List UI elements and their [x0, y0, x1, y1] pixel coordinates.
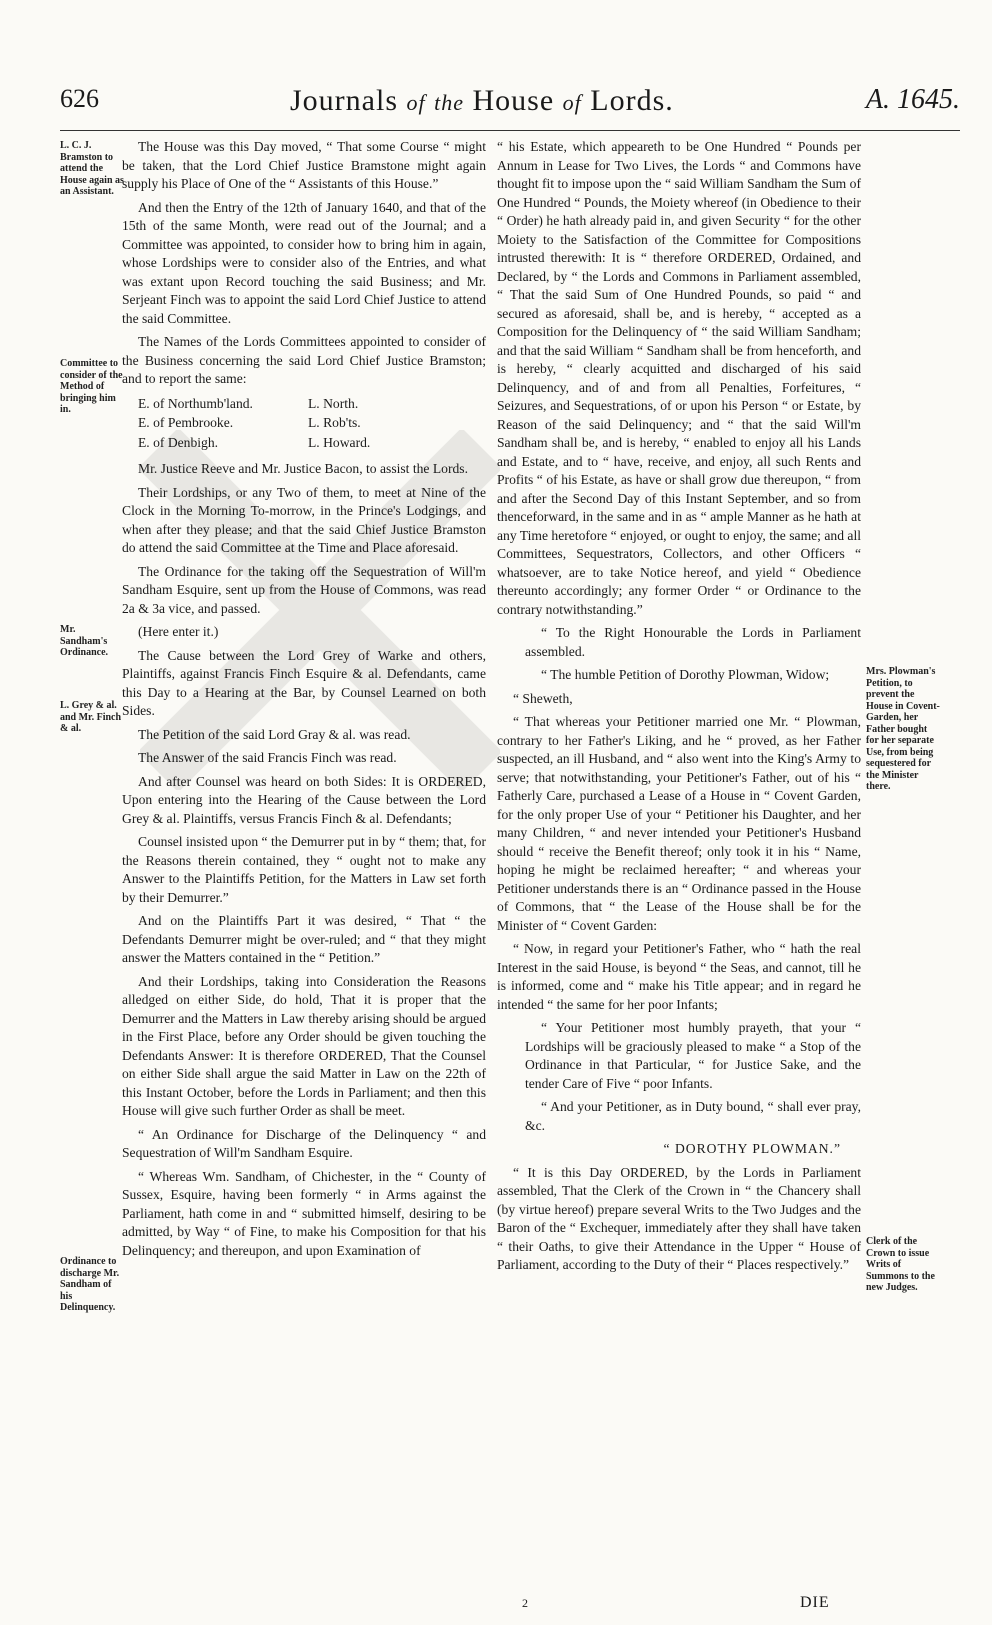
paragraph: Counsel insisted upon “ the Demurrer put in by “ them; that, for the Reasons therein contained, they “ ought not to make any Answer to the Plaintiffs Petition, for the Matters in Law set forth by their Demurrer.”	[122, 834, 486, 905]
header-rule	[60, 130, 960, 131]
paragraph: The Names of the Lords Committees appointed to consider of the Business concerning the said Lord Chief Justice Bramston; and to report the same:	[122, 334, 486, 386]
paragraph: “ Your Petitioner most humbly prayeth, that your “ Lordships will be graciously pleased to make “ a Stop of the Ordinance in that Particular, “ for Justice Sake, and the tender Care of Five “ poor Infants.	[525, 1020, 861, 1091]
left-column	[122, 138, 486, 1265]
margin-note-bramston: L. C. J. Bramston to attend the House again as an Assistant.	[60, 140, 124, 197]
paragraph: And their Lordships, taking into Consideration the Reasons alledged on either Side, do hold, That it is proper that the Demurrer and the Matters in Law thereby arising should be argued in the First Place, before any Order should be given touching the Defendants Answer: It is therefore ORDERED, That the Counsel on either Side shall argue the said Matter in Law on the 22th of this Instant October, before the Lords in Parliament; and then this House will give such further Order as shall be meet.	[122, 973, 486, 1118]
running-title	[290, 84, 674, 118]
right-column	[497, 138, 861, 1280]
margin-note-ordinance: Ordinance to discharge Mr. Sandham of his Delinquency.	[60, 1256, 120, 1313]
margin-note-clerk: Clerk of the Crown to issue Writs of Summons to the new Judges.	[866, 1236, 935, 1293]
paragraph: The Answer of the said Francis Finch was read.	[138, 750, 397, 765]
paragraph: “ The humble Petition of Dorothy Plowman, Widow;	[541, 667, 830, 682]
paragraph: “ And your Petitioner, as in Duty bound, “ shall ever pray, &c.	[525, 1099, 861, 1133]
paragraph: Mr. Justice Reeve and Mr. Justice Bacon, to assist the Lords.	[138, 461, 468, 476]
paragraph: Their Lordships, or any Two of them, to meet at Nine of the Clock in the Morning To-morrow, in the Prince's Lodgings, and when after they please; and that the said Chief Justice Bramston do attend the said Committee at the Time and Place aforesaid.	[122, 484, 486, 555]
paragraph: “ Sheweth,	[513, 690, 573, 706]
paragraph: “ It is this Day ORDERED, by the Lords in Parliament assembled, That the Clerk of the Crown in “ the Chancery shall (by virtue hereof) prepare several Writs to the Two Judges and the Baron of the “ Exchequer, immediately after they shall have taken “ their Oaths, to give their Attendance in the Upper “ House of Parliament, according to the Duty of their “ Places respectively.”	[497, 1164, 861, 1272]
petition-signature: “ DOROTHY PLOWMAN.”	[663, 1141, 841, 1156]
committee-name: L. Rob'ts.	[308, 415, 361, 430]
paragraph: “ his Estate, which appeareth to be One Hundred “ Pounds per Annum in Lease for Two Lives, the Lords “ and Commons have thought fit to impose upon the “ said William Sandham the Sum of One Hundred “ Pounds, the Moiety whereof (in Obedience to their “ Order) he hath already paid in, and given Security “ for the other Moiety to the Satisfaction of the Committee for Compositions intrusted therewith: It is “ therefore ORDERED, Ordained, and Declared, by “ the Lords and Commons in Parliament assembled, “ That the said Sum of One Hundred Pounds, so paid “ and secured as aforesaid, shall be, and is hereby, “ accepted as a Composition for the Delinquency of “ the said William Sandham; and that the said William “ Sandham shall be from henceforth, and is hereby, “ clearly acquitted and discharged of his said Delinquency, and of and from all Penalties, Forfeitures, “ Seizures, and Sequestrations, of or upon his Person “ or Estate, by Reason of the said Delinquency; and “ that the said Will'm Sandham shall be, and is hereby, “ enabled to enjoy all his Lands and Estate, and to “ have, receive, and enjoy, all such Rents and Profits “ of his Estate, as have or shall grow due thereupon, “ from and after the Second Day of this Instant September, and so from thenceforward, in the same and in as “ ample Manner as he hath at any Time heretofore “ enjoyed, or ought to enjoy, the same; and all Committees, Sequestrators, Collectors, and other Officers “ whatsoever, are to take Notice hereof, and yield “ Obedience thereunto accordingly; any former Order “ or Ordinance to the contrary notwithstanding.”	[497, 139, 861, 617]
title-of-2: of	[562, 90, 582, 115]
page-year: A. 1645.	[865, 84, 960, 115]
paragraph: (Here enter it.)	[138, 624, 219, 639]
paragraph: “ Now, in regard your Petitioner's Father, who “ hath the real Interest in the said House, is beyond “ the Seas, and cannot, till he is informed, come and “ make his Title appear; and in regard he intended “ the same for her poor Infants;	[497, 941, 861, 1012]
committee-name: E. of Denbigh.	[138, 434, 219, 450]
margin-note-plowman: Mrs. Plowman's Petition, to prevent the House in Covent-Garden, her Father bought for her separate Use, from being sequestered for the Minister there.	[866, 666, 940, 792]
paragraph: “ An Ordinance for Discharge of the Delinquency “ and Sequestration of Will'm Sandham Esquire.	[122, 1126, 486, 1160]
committee-names	[138, 395, 486, 453]
paragraph: And then the Entry of the 12th of January 1640, and that of the 15th of the same Month, were read out of the Journal; and a Committee was appointed, to consider how to bring him in again, whose Lordships were to consider also of the Entries, and what was extant upon Record touching the said Business; and Mr. Serjeant Finch was to appoint the said Lord Chief Justice to attend the said Committee.	[122, 199, 486, 326]
paragraph: “ Whereas Wm. Sandham, of Chichester, in the “ County of Sussex, Esquire, having been formerly “ in Arms against the Parliament, hath come in and “ submitted himself, desiring to be admitted, by Way “ of Fine, to make his Composition for that his Delinquency; and thereupon, and upon Examination of	[122, 1168, 486, 1258]
committee-name: L. North.	[308, 395, 359, 411]
committee-name: E. of Northumb'land.	[138, 395, 253, 411]
catchword: DIE	[800, 1594, 830, 1611]
paragraph: “ To the Right Honourable the Lords in Parliament assembled.	[525, 625, 861, 659]
title-the: the	[434, 90, 465, 115]
title-journals: Journals	[290, 84, 398, 117]
margin-note-sandham: Mr. Sandham's Ordinance.	[60, 624, 109, 658]
paragraph: The Petition of the said Lord Gray & al. was read.	[138, 726, 411, 742]
margin-note-grey-finch: L. Grey & al. and Mr. Finch & al.	[60, 700, 122, 734]
title-of-1: of	[406, 90, 426, 115]
signature-mark: 2	[522, 1596, 528, 1610]
paragraph: The Cause between the Lord Grey of Warke and others, Plaintiffs, against Francis Finch Esquire & al. Defendants, came this Day to a Hearing at the Bar, by Counsel Learned on both Sides.	[122, 647, 486, 718]
paragraph: “ That whereas your Petitioner married one Mr. “ Plowman, contrary to her Father's Liking, and he “ proved, as her Father suspected, an ill Husband, and “ also went into the King's Army to serve; that notwithstanding, your Petitioner's Father, out of his “ Fatherly Care, purchased a Lease of a House in “ Covent Garden, for the only proper Use of your “ Petitioner his Daughter, and her many Children, “ and never intended your Petitioner's Husband should “ receive the Benefit thereof; only took it in his “ Name, hoping he might be reclaimed hereafter; “ and whereas your Petitioner understands there is an “ Ordinance passed in the House of Commons, that “ the Lease of the House shall be for the Minister of “ Covent Garden:	[497, 714, 861, 933]
title-house: House	[472, 84, 555, 117]
paragraph: And on the Plaintiffs Part it was desired, “ That “ the Defendants Demurrer might be over-ruled; and “ that they might answer the Matters contained in the “ Petition.”	[122, 913, 486, 965]
page-number: 626	[60, 84, 99, 113]
page-header	[60, 84, 960, 124]
paragraph: The House was this Day moved, “ That some Course “ might be taken, that the Lord Chief Justice Bramstone might again supply his Place of One of the “ Assistants of this House.”	[122, 139, 486, 191]
title-lords: Lords.	[590, 84, 674, 117]
paragraph: And after Counsel was heard on both Sides: It is ORDERED, Upon entering into the Hearing of the Cause between the Lord Grey & al. Plaintiffs, versus Francis Finch & al. Defendants;	[122, 773, 486, 826]
margin-note-committee: Committee to consider of the Method of bringing him in.	[60, 358, 123, 415]
paragraph: The Ordinance for the taking off the Sequestration of Will'm Sandham Esquire, sent up from the House of Commons, was read 2a & 3a vice, and passed.	[122, 563, 486, 616]
committee-name: E. of Pembrooke.	[138, 415, 234, 430]
committee-name: L. Howard.	[308, 434, 371, 450]
